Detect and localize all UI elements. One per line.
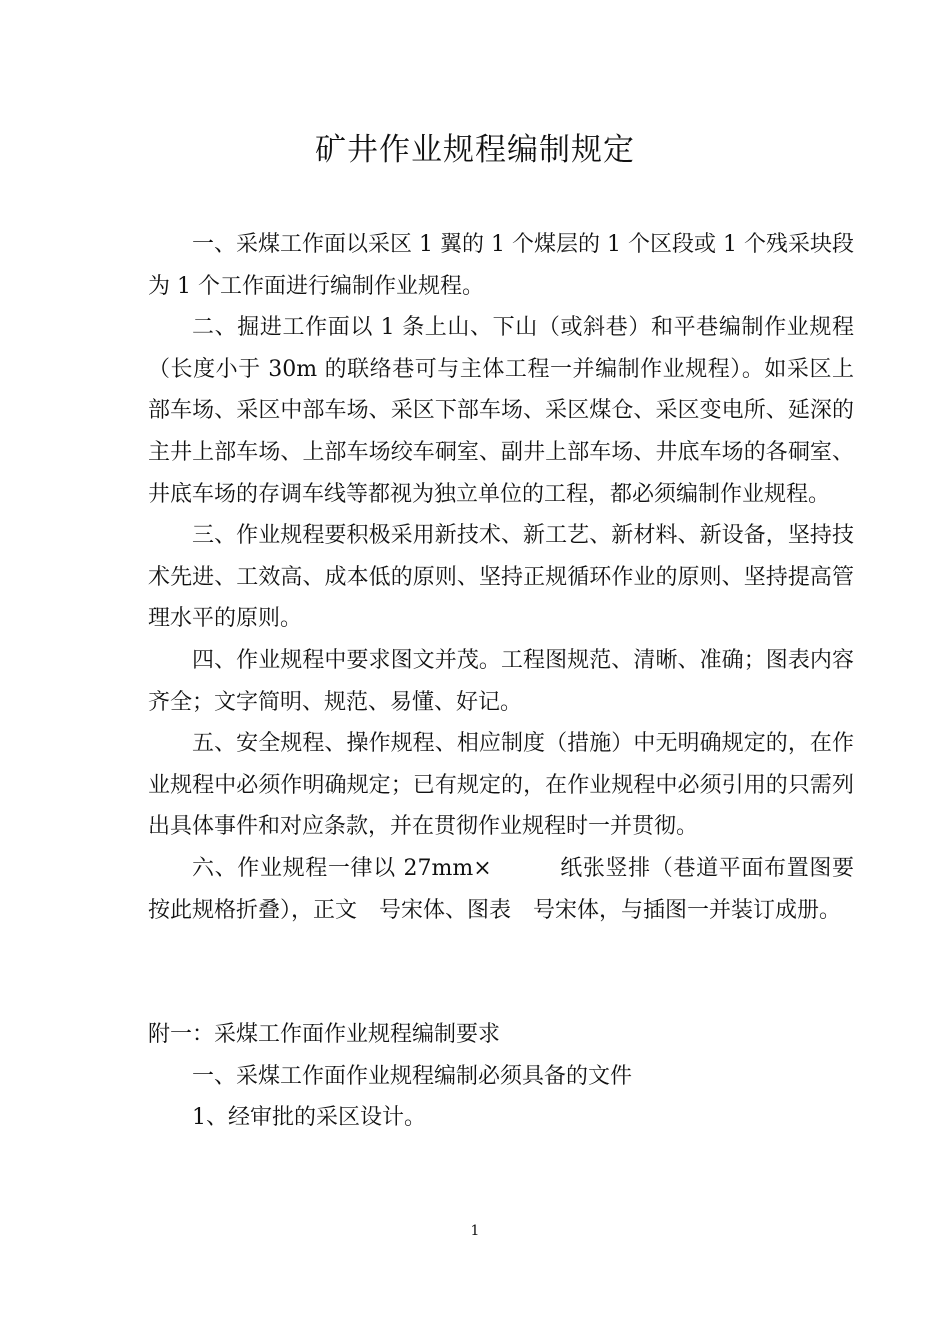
paragraph-4: 四、作业规程中要求图文并茂。工程图规范、清晰、准确；图表内容齐全；文字简明、规范、易懂、好记。 — [148, 647, 854, 715]
paragraph-1: 一、采煤工作面以采区 1 翼的 1 个煤层的 1 个区段或 1 个残采块段为 1 个工作面进行编制作业规程。 — [148, 232, 854, 299]
page-number: 1 — [470, 1223, 480, 1239]
paragraph-3: 三、作业规程要积极采用新技术、新工艺、新材料、新设备，坚持技术先进、工效高、成本低的原则、坚持正规循环作业的原则、坚持提高管理水平的原则。 — [148, 523, 854, 632]
paragraph-5: 五、安全规程、操作规程、相应制度（措施）中无明确规定的，在作业规程中必须作明确规定；已有规定的，在作业规程中必须引用的只需列出具体事件和对应条款，并在贯彻作业规程时一并贯彻。 — [148, 731, 854, 840]
section-spacer — [148, 931, 854, 1014]
paragraph-6: 六、作业规程一律以 27mm× 纸张竖排（巷道平面布置图要按此规格折叠），正文 号宋体、图表 号宋体，与插图一并装订成册。 — [148, 855, 854, 923]
document-body — [148, 224, 854, 1139]
appendix-heading: 附一：采煤工作面作业规程编制要求 — [148, 1022, 501, 1048]
appendix-section-title: 一、采煤工作面作业规程编制必须具备的文件 — [192, 1063, 633, 1089]
appendix-item: 1、经审批的采区设计。 — [192, 1105, 426, 1131]
document-title: 矿井作业规程编制规定 — [315, 132, 635, 168]
paragraph-2: 二、掘进工作面以 1 条上山、下山（或斜巷）和平巷编制作业规程（长度小于 30m 的联络巷可与主体工程一并编制作业规程）。如采区上部车场、采区中部车场、采区下部车场、采区煤仓、采区变电所、延深的主井上部车场、上部车场绞车硐室、副井上部车场、井底车场的各硐室、井底车场的存调车线等都视为独立单位的工程，都必须编制作业规程。 — [148, 315, 854, 507]
